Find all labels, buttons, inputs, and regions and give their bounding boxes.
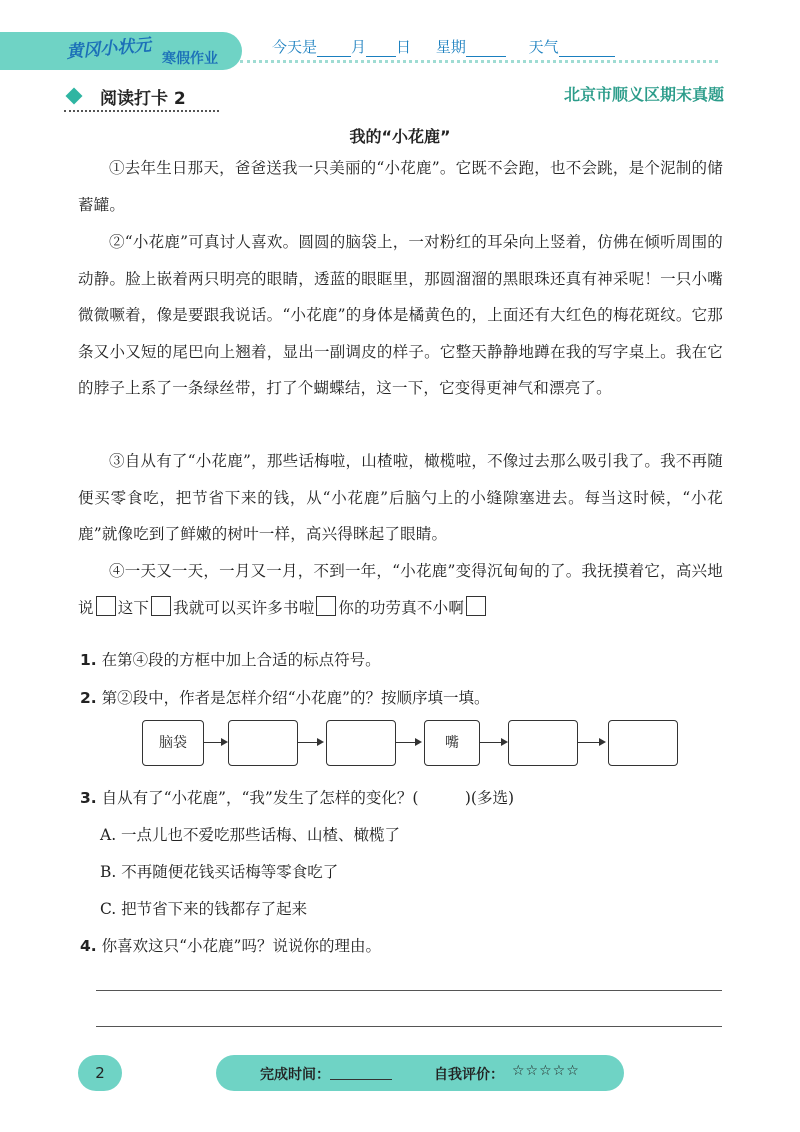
day-label: 日 xyxy=(396,38,412,56)
flow-arrow-2 xyxy=(298,742,322,743)
option-b[interactable]: B. 不再随便花钱买话梅等零食吃了 xyxy=(100,863,339,881)
question-4 xyxy=(80,934,381,956)
exam-source: 北京市顺义区期末真题 xyxy=(563,85,724,104)
weather-label: 天气 xyxy=(528,38,559,56)
flow-arrow-3 xyxy=(396,742,420,743)
punctuation-box-3[interactable] xyxy=(316,596,336,616)
question-3-number: 3. xyxy=(80,789,97,807)
punctuation-box-4[interactable] xyxy=(466,596,486,616)
answer-line-2[interactable] xyxy=(96,1026,722,1027)
card-dotted-rule xyxy=(64,110,219,112)
month-blank[interactable] xyxy=(317,40,351,57)
paragraph-1: ①去年生日那天，爸爸送我一只美丽的“小花鹿”。它既不会跑，也不会跳，是个泥制的储蓄罐。 xyxy=(78,159,723,214)
p4-text-b: 这下 xyxy=(117,598,150,617)
brand-logo: 黄冈小状元 xyxy=(65,35,152,63)
page-number: 2 xyxy=(78,1055,122,1091)
flow-box-6[interactable] xyxy=(608,720,678,766)
date-line xyxy=(272,36,615,57)
evaluation-label: 自我评价： xyxy=(434,1067,504,1083)
punctuation-box-1[interactable] xyxy=(96,596,116,616)
p4-text-c: 我就可以买许多书啦 xyxy=(173,598,315,617)
flow-box-2[interactable] xyxy=(228,720,298,766)
question-4-text: 你喜欢这只“小花鹿”吗？说说你的理由。 xyxy=(101,937,381,955)
paragraph-3: ③自从有了“小花鹿”，那些话梅啦，山楂啦，橄榄啦，不像过去那么吸引我了。我不再随便买零食吃，把节省下来的钱，从“小花鹿”后脑勺上的小缝隙塞进去。每当这时候，“小花鹿”就像吃到了鲜嫩的树叶一样，高兴得眯起了眼睛。 xyxy=(78,452,723,543)
option-a[interactable]: A. 一点儿也不爱吃那些话梅、山楂、橄榄了 xyxy=(100,826,401,844)
time-blank[interactable] xyxy=(330,1079,392,1080)
answer-line-1[interactable] xyxy=(96,990,722,991)
question-2 xyxy=(80,686,489,708)
flow-box-4: 嘴 xyxy=(424,720,480,766)
question-2-number: 2. xyxy=(80,689,97,707)
time-label: 完成时间： xyxy=(260,1067,330,1083)
date-prefix: 今天是 xyxy=(272,38,318,56)
weather-blank[interactable] xyxy=(559,40,615,57)
question-1 xyxy=(80,648,381,670)
question-3-text: 自从有了“小花鹿”，“我”发生了怎样的变化？( )(多选) xyxy=(101,789,515,807)
card-title: 阅读打卡 2 xyxy=(100,89,186,109)
flow-box-1: 脑袋 xyxy=(142,720,204,766)
p4-text-d: 你的功劳真不小啊 xyxy=(338,598,465,617)
flow-box-3[interactable] xyxy=(326,720,396,766)
star-rating[interactable]: ☆☆☆☆☆ xyxy=(512,1063,580,1079)
flow-arrow-4 xyxy=(480,742,506,743)
day-blank[interactable] xyxy=(366,40,396,57)
header-dotted-rule xyxy=(240,60,718,63)
brand-subtitle: 寒假作业 xyxy=(162,51,218,67)
diamond-icon xyxy=(66,88,83,105)
weekday-label: 星期 xyxy=(435,38,466,56)
paragraph-4 xyxy=(78,553,723,626)
flow-box-5[interactable] xyxy=(508,720,578,766)
footer-bar xyxy=(216,1055,624,1091)
flow-diagram xyxy=(142,720,682,770)
question-3 xyxy=(80,786,514,808)
question-1-number: 1. xyxy=(80,651,97,669)
article-title: 我的“小花鹿” xyxy=(349,127,451,146)
punctuation-box-2[interactable] xyxy=(151,596,171,616)
option-c[interactable]: C. 把节省下来的钱都存了起来 xyxy=(100,900,308,918)
weekday-blank[interactable] xyxy=(466,40,506,57)
card-header xyxy=(64,82,724,112)
flow-arrow-1 xyxy=(204,742,226,743)
question-4-number: 4. xyxy=(80,937,97,955)
month-label: 月 xyxy=(351,38,367,56)
question-1-text: 在第④段的方框中加上合适的标点符号。 xyxy=(101,651,381,669)
question-2-text: 第②段中，作者是怎样介绍“小花鹿”的？按顺序填一填。 xyxy=(101,689,490,707)
p4-text-a: ④一天又一天，一月又一月，不到一年，“小花鹿”变得沉甸甸的了。我抚摸着它，高兴地说 xyxy=(78,562,723,617)
paragraph-2: ②“小花鹿”可真讨人喜欢。圆圆的脑袋上，一对粉红的耳朵向上竖着，仿佛在倾听周围的动静。脸上嵌着两只明亮的眼睛，透蓝的眼眶里，那圆溜溜的黑眼珠还真有神采呢！一只小嘴微微噘着，像是要跟我说话。“小花鹿”的身体是橘黄色的，上面还有大红色的梅花斑纹。它那条又小又短的尾巴向上翘着，显出一副调皮的样子。它整天静静地蹲在我的写字桌上。我在它的脖子上系了一条绿丝带，打了个蝴蝶结，这一下，它变得更神气和漂亮了。 xyxy=(78,233,723,397)
flow-arrow-5 xyxy=(578,742,604,743)
